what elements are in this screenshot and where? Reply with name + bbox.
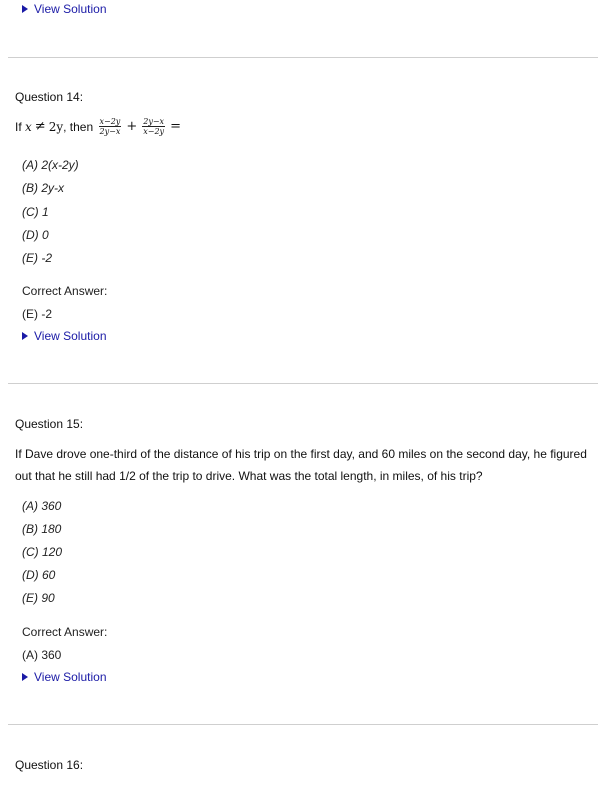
view-solution-label: View Solution xyxy=(34,329,107,343)
section-divider xyxy=(8,57,598,58)
correct-answer-label: Correct Answer: xyxy=(22,284,108,298)
fraction-2-denominator: x−2y xyxy=(143,127,165,136)
fraction-2 xyxy=(142,117,165,136)
equals-sign: = xyxy=(170,119,181,134)
question-16-heading: Question 16: xyxy=(15,758,84,772)
math-2y: 2y xyxy=(48,119,64,134)
option-e: (E) 90 xyxy=(22,591,55,605)
option-d: (D) 0 xyxy=(22,228,49,242)
view-solution-label: View Solution xyxy=(34,2,107,16)
triangle-right-icon xyxy=(22,673,28,681)
fraction-1-denominator: 2y−x xyxy=(99,127,121,136)
view-solution-link-q13[interactable] xyxy=(22,2,107,16)
section-divider xyxy=(8,383,598,384)
math-x: x xyxy=(25,119,32,134)
view-solution-link-q15[interactable] xyxy=(22,670,107,684)
view-solution-label: View Solution xyxy=(34,670,107,684)
section-divider xyxy=(8,724,598,725)
option-e: (E) -2 xyxy=(22,251,52,265)
triangle-right-icon xyxy=(22,332,28,340)
question-14-statement xyxy=(15,117,184,136)
option-a: (A) 2(x-2y) xyxy=(22,158,79,172)
fraction-2-numerator: 2y−x xyxy=(143,117,165,126)
question-14-heading: Question 14: xyxy=(15,90,84,104)
option-b: (B) 180 xyxy=(22,522,62,536)
fraction-1 xyxy=(99,117,122,136)
correct-answer-label: Correct Answer: xyxy=(22,625,108,639)
statement-then: , then xyxy=(63,119,94,134)
option-a: (A) 360 xyxy=(22,499,62,513)
plus-sign: + xyxy=(126,119,138,134)
question-15-heading: Question 15: xyxy=(15,417,84,431)
option-b: (B) 2y-x xyxy=(22,181,64,195)
triangle-right-icon xyxy=(22,5,28,13)
statement-prefix: If xyxy=(15,119,22,134)
fraction-1-numerator: x−2y xyxy=(99,117,121,126)
question-15-text: If Dave drove one-third of the distance of his trip on the first day, and 60 miles on the second day, he figured out that he still had 1/2 of the trip to drive. What was the total length, in miles, of his trip? xyxy=(15,447,587,483)
option-d: (D) 60 xyxy=(22,568,56,582)
option-c: (C) 1 xyxy=(22,205,49,219)
option-c: (C) 120 xyxy=(22,545,63,559)
correct-answer-value: (A) 360 xyxy=(22,648,62,662)
correct-answer-value: (E) -2 xyxy=(22,307,52,321)
not-equal-sign: ≠ xyxy=(34,119,46,134)
view-solution-link-q14[interactable] xyxy=(22,329,107,343)
